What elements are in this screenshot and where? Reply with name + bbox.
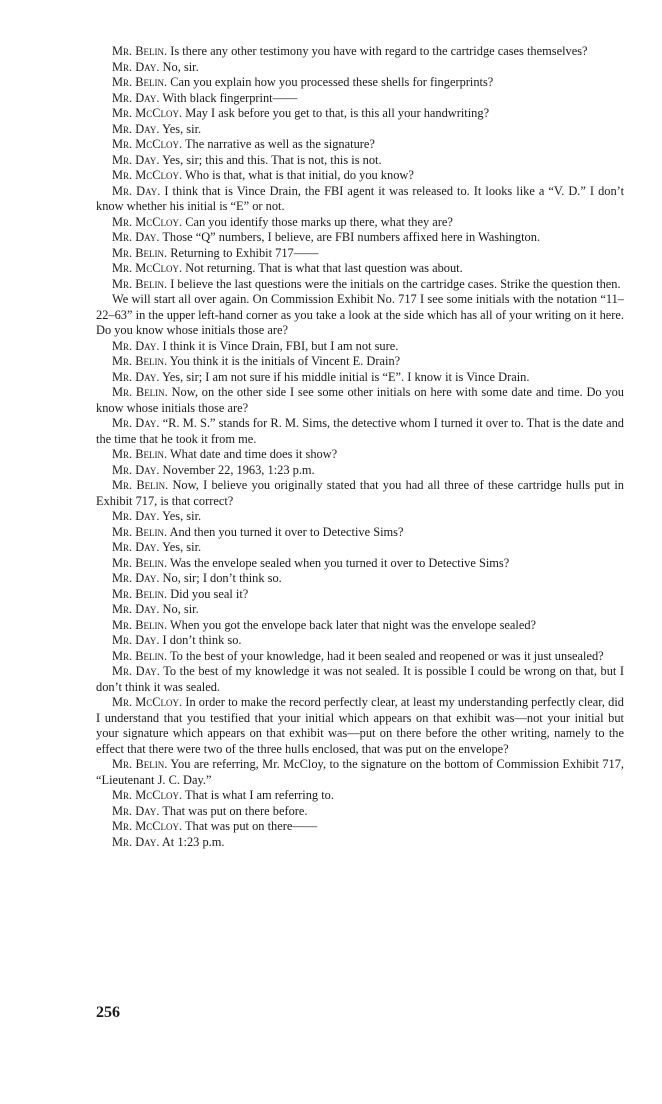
transcript-paragraph [96,447,624,463]
speaker-name: Mr. McCloy. [112,214,183,229]
speech-text: That is what I am referring to. [184,788,334,802]
transcript-paragraph [96,246,624,262]
speech-text: We will start all over again. On Commission Exhibit No. 717 I see some initials with the notation “11–22–63” in the upper left-hand corner as you take a look at the side which has all of your writing on it here. Do you know whose initials those are? [96,292,624,337]
transcript-paragraph [96,184,624,215]
speech-text: Was the envelope sealed when you turned it over to Detective Sims? [169,555,510,570]
speech-text: No, sir. [162,602,199,616]
speech-text: What date and time does it show? [169,447,338,461]
speaker-name: Mr. Day. [112,462,160,477]
transcript-paragraph [96,75,624,91]
transcript-paragraph [96,819,624,835]
transcript-paragraph [96,230,624,246]
speech-text: Now, on the other side I see some other initials on here with some date and time. Do you know whose initials those are? [96,385,624,415]
transcript-paragraph [96,122,624,138]
speaker-name: Mr. Day. [112,540,160,554]
transcript-paragraph [96,602,624,618]
speech-text: Yes, sir. [162,121,202,136]
speech-text: No, sir; I don’t think so. [162,571,282,585]
speech-text: The narrative as well as the signature? [184,137,375,151]
speech-text: I believe the last questions were the initials on the cartridge cases. Strike the question then. [170,276,621,291]
speech-text: Yes, sir; this and this. That is not, this is not. [162,152,382,167]
speech-text: Did you seal it? [170,586,249,601]
speech-text: You are referring, Mr. McCloy, to the signature on the bottom of Commission Exhibit 717, “Lieutenant J. C. Day.” [96,757,624,787]
transcript-body [96,44,624,850]
transcript-paragraph [96,509,624,525]
speaker-name: Mr. Day. [112,59,160,74]
transcript-paragraph [96,385,624,416]
transcript-paragraph [96,804,624,820]
transcript-paragraph [96,788,624,804]
speaker-name: Mr. Day. [112,416,160,430]
speech-text: Can you identify those marks up there, what they are? [185,214,453,229]
speech-text: I think it is Vince Drain, FBI, but I am not sure. [162,338,399,353]
speaker-name: Mr. Belin. [112,648,168,663]
speaker-name: Mr. McCloy. [112,788,183,802]
transcript-paragraph [96,60,624,76]
speaker-name: Mr. Belin. [112,555,168,570]
transcript-paragraph [96,416,624,447]
speech-text: And then you turned it over to Detective Sims? [169,524,404,539]
transcript-paragraph [96,649,624,665]
transcript-paragraph [96,478,624,509]
speaker-name: Mr. Belin. [112,617,168,632]
speaker-name: Mr. Belin. [112,586,168,601]
transcript-paragraph [96,463,624,479]
speaker-name: Mr. Day. [112,803,160,818]
speech-text: Yes, sir. [162,509,202,523]
speaker-name: Mr. Day. [112,121,160,136]
speaker-name: Mr. Day. [112,834,160,849]
speaker-name: Mr. Belin. [112,245,168,260]
speech-text: I think that is Vince Drain, the FBI agent it was released to. It looks like a “V. D.” I don’t know whether his initial is “E” or not. [96,183,625,213]
transcript-paragraph [96,618,624,634]
speaker-name: Mr. Belin. [112,354,168,368]
speech-text: Yes, sir; I am not sure if his middle initial is “E”. I know it is Vince Drain. [162,369,530,384]
transcript-paragraph [96,91,624,107]
speaker-name: Mr. Day. [112,571,160,585]
speaker-name: Mr. McCloy. [112,106,183,120]
transcript-paragraph [96,354,624,370]
speech-text: Who is that, what is that initial, do you know? [184,168,414,182]
speaker-name: Mr. Day. [112,602,160,616]
speaker-name: Mr. Day. [112,230,160,244]
speaker-name: Mr. Day. [112,664,160,678]
transcript-paragraph [96,168,624,184]
speech-text: November 22, 1963, 1:23 p.m. [162,462,315,477]
transcript-paragraph [96,587,624,603]
speaker-name: Mr. Belin. [112,757,168,771]
speech-text: To the best of your knowledge, had it been sealed and reopened or was it just unsealed? [169,648,604,663]
transcript-paragraph [96,277,624,293]
speaker-name: Mr. Day. [112,369,160,384]
speaker-name: Mr. Day. [112,633,160,647]
transcript-paragraph [96,556,624,572]
speaker-name: Mr. Belin. [112,524,168,539]
speech-text: “R. M. S.” stands for R. M. Sims, the detective whom I turned it over to. That is the date and the time that he took it from me. [96,416,624,446]
speech-text: Can you explain how you processed these shells for fingerprints? [170,75,494,89]
transcript-paragraph [96,835,624,851]
transcript-paragraph [96,292,624,339]
transcript-paragraph [96,540,624,556]
transcript-paragraph [96,261,624,277]
speech-text: With black fingerprint—— [162,90,298,105]
speaker-name: Mr. Belin. [112,447,168,461]
transcript-paragraph [96,215,624,231]
speech-text: No, sir. [162,59,199,74]
speech-text: You think it is the initials of Vincent E. Drain? [169,354,401,368]
speaker-name: Mr. Belin. [112,276,168,291]
speaker-name: Mr. McCloy. [112,695,183,709]
speaker-name: Mr. Day. [112,338,160,353]
page-number: 256 [96,1004,120,1021]
transcript-paragraph [96,339,624,355]
transcript-paragraph [96,106,624,122]
speaker-name: Mr. Day. [112,90,160,105]
speech-text: Returning to Exhibit 717—— [170,245,319,260]
transcript-paragraph [96,664,624,695]
transcript-paragraph [96,757,624,788]
speaker-name: Mr. Day. [112,183,161,198]
speaker-name: Mr. McCloy. [112,168,183,182]
speaker-name: Mr. Day. [112,509,160,523]
transcript-paragraph [96,370,624,386]
speech-text: Is there any other testimony you have with regard to the cartridge cases themselves? [170,44,588,58]
speech-text: May I ask before you get to that, is this all your handwriting? [185,106,490,120]
speaker-name: Mr. McCloy. [112,137,183,151]
speaker-name: Mr. Belin. [112,75,168,89]
speech-text: That was put on there before. [162,803,308,818]
transcript-paragraph [96,525,624,541]
speaker-name: Mr. Belin. [112,478,169,492]
speaker-name: Mr. McCloy. [112,819,183,833]
speech-text: Those “Q” numbers, I believe, are FBI numbers affixed here in Washington. [162,230,541,244]
speaker-name: Mr. Day. [112,152,160,167]
speech-text: That was put on there—— [184,819,318,833]
speech-text: In order to make the record perfectly clear, at least my understanding perfectly clear, did I understand that you testified that your initial which appears on that exhibit was—not your initial but your signature which appears on that exhibit was—put on there before the other writing, namely to the effect that there were two of the three hulls enclosed, that was put on the envelope? [96,695,624,756]
speaker-name: Mr. McCloy. [112,261,183,275]
transcript-paragraph [96,633,624,649]
speaker-name: Mr. Belin. [112,385,168,399]
speech-text: When you got the envelope back later that night was the envelope sealed? [169,617,537,632]
speech-text: At 1:23 p.m. [161,834,225,849]
speech-text: To the best of my knowledge it was not sealed. It is possible I could be wrong on that, but I don’t think it was sealed. [96,664,625,694]
transcript-paragraph [96,695,624,757]
transcript-paragraph [96,153,624,169]
speech-text: Yes, sir. [162,540,202,554]
transcript-paragraph [96,137,624,153]
speech-text: Not returning. That is what that last question was about. [185,261,463,275]
transcript-paragraph [96,571,624,587]
speech-text: Now, I believe you originally stated that you had all three of these cartridge hulls put in Exhibit 717, is that correct? [96,478,624,508]
transcript-paragraph [96,44,624,60]
speech-text: I don’t think so. [162,633,242,647]
speaker-name: Mr. Belin. [112,44,168,58]
